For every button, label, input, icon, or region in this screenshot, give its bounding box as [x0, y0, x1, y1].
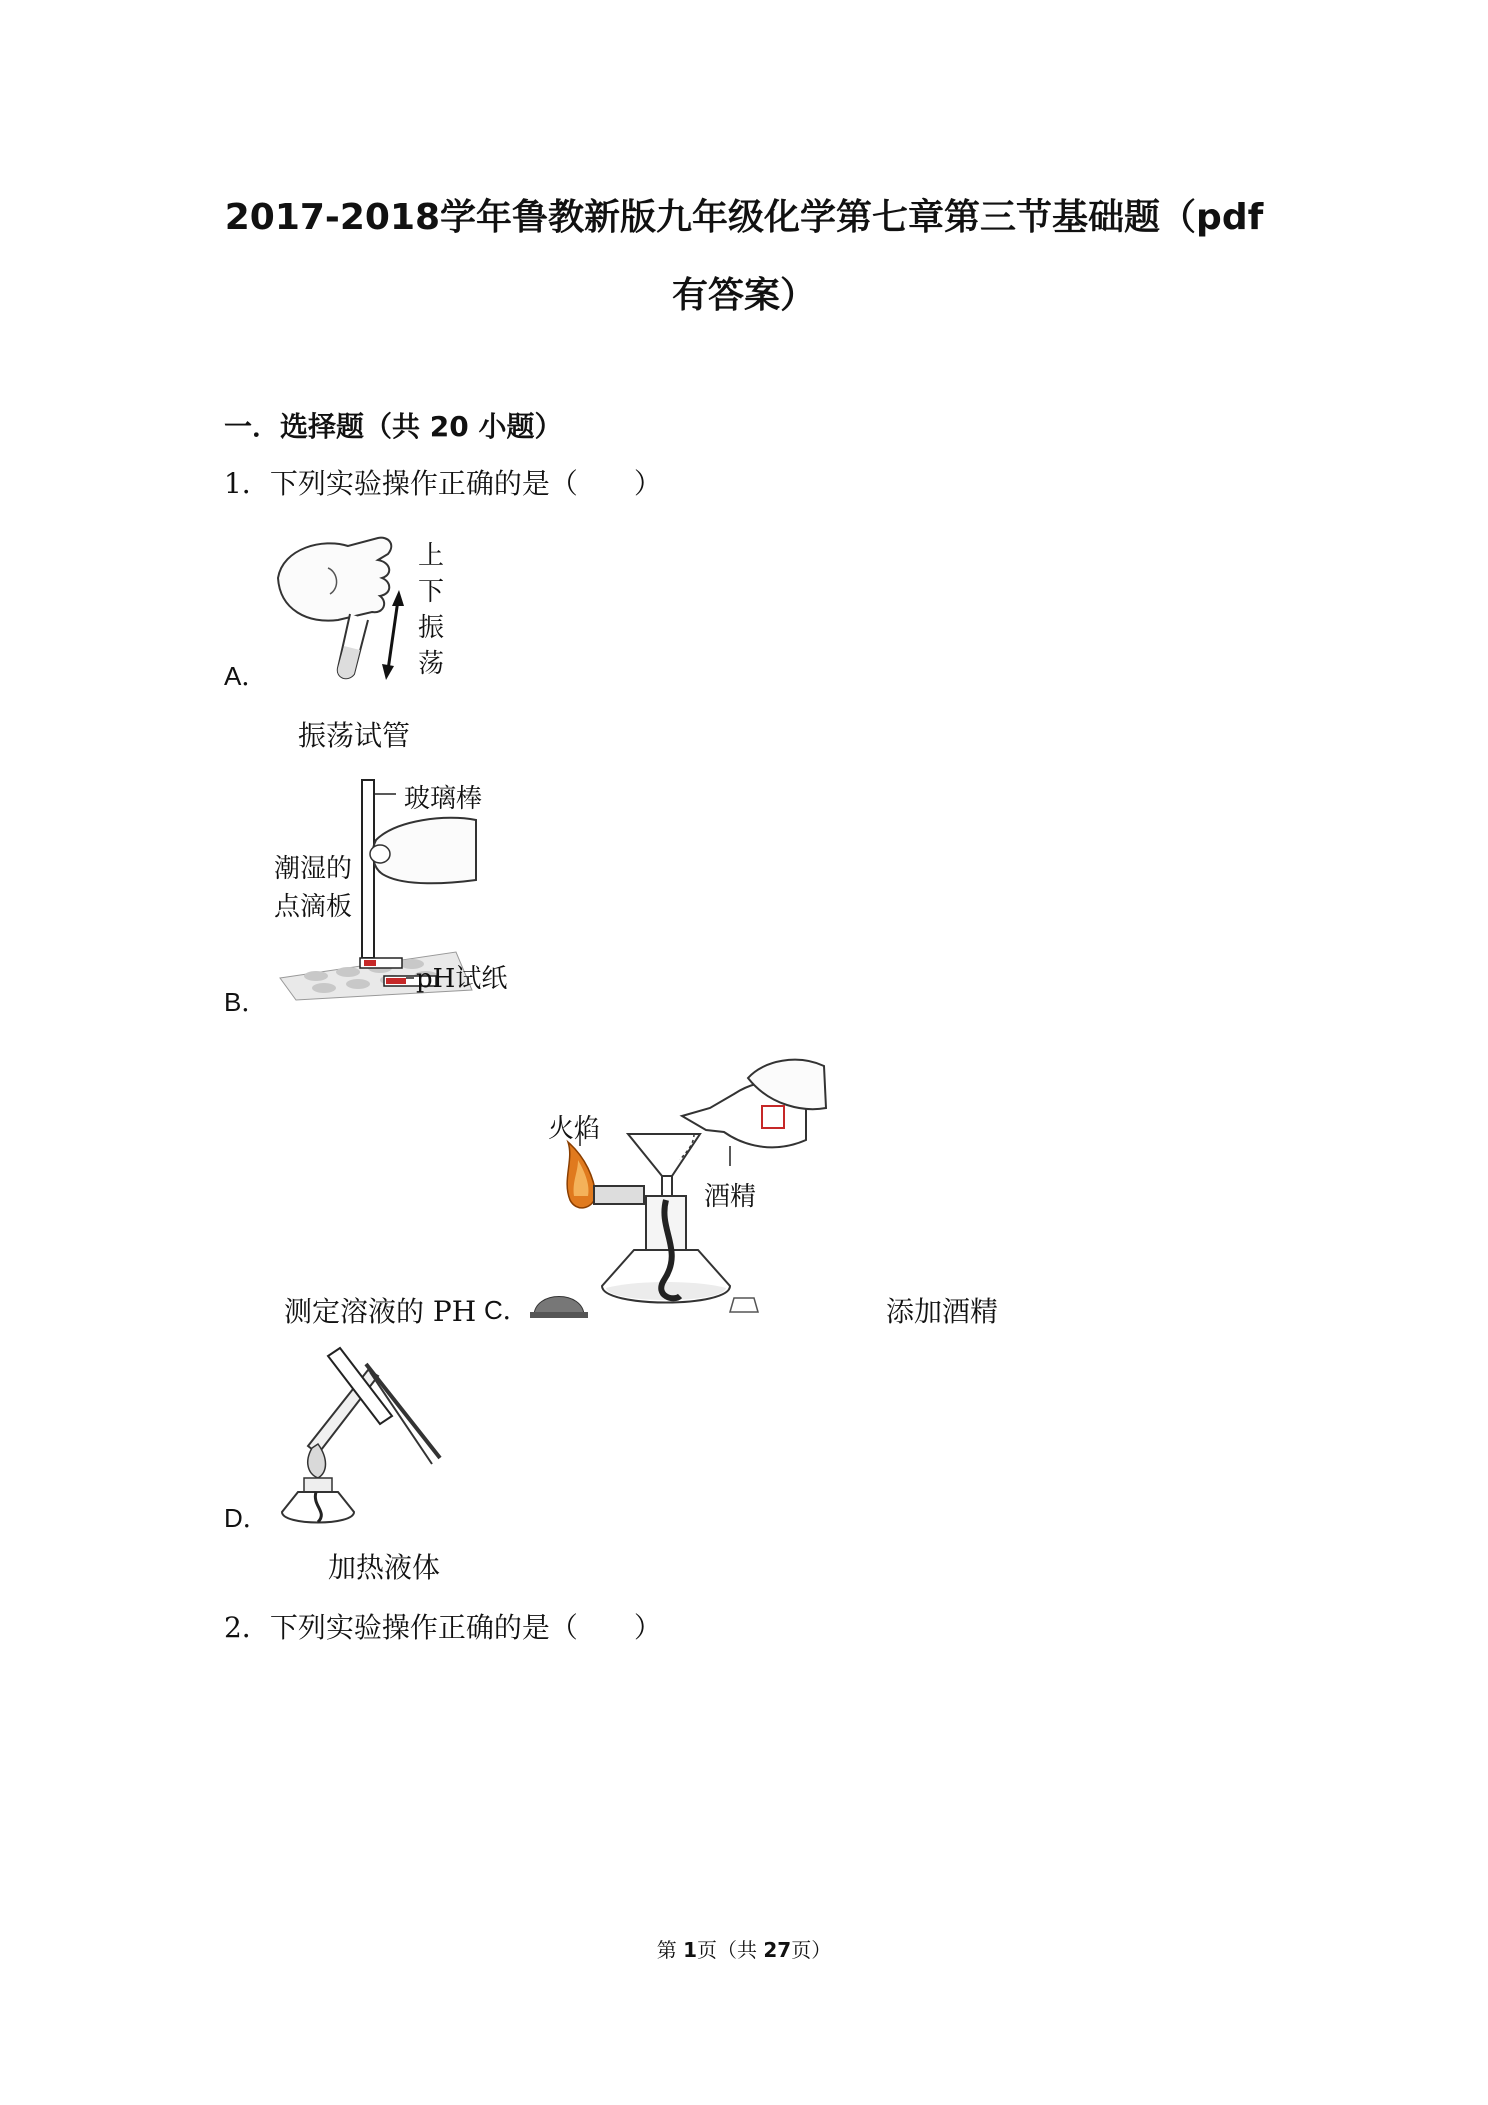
section-heading: 一．选择题（共 20 小题）: [224, 410, 563, 443]
label-alcohol: 酒精: [704, 1182, 757, 1212]
option-b-caption: 测定溶液的 PH: [284, 1295, 477, 1328]
figure-add-alcohol: [534, 1050, 834, 1320]
page-footer: 第 1页（共 27页）: [656, 1938, 832, 1962]
option-b-letter: B．: [224, 987, 268, 1017]
figure-heat-liquid: [268, 1346, 448, 1526]
label-spot-plate: 点滴板: [274, 892, 353, 922]
option-a-letter: A．: [224, 661, 268, 691]
label-wet: 潮湿的: [274, 854, 353, 884]
label-flame: 火焰: [548, 1114, 601, 1144]
option-c-letter: C．: [484, 1295, 529, 1325]
option-d-letter: D．: [224, 1503, 269, 1533]
document-title-line1: 2017-2018学年鲁教新版九年级化学第七章第三节基础题（pdf: [224, 197, 1264, 238]
figure-a-labels: 上 下 振 荡: [418, 541, 445, 679]
label-glass-rod: 玻璃棒: [404, 784, 483, 814]
option-d-caption: 加热液体: [328, 1551, 441, 1584]
document-title-line2: 有答案）: [671, 275, 816, 316]
question-2-stem: 2．下列实验操作正确的是（ ）: [224, 1611, 662, 1644]
option-a-caption: 振荡试管: [298, 719, 411, 752]
label-ph-paper: pH试纸: [416, 964, 508, 994]
question-1-stem: 1．下列实验操作正确的是（ ）: [224, 467, 662, 500]
option-c-caption: 添加酒精: [886, 1295, 999, 1328]
